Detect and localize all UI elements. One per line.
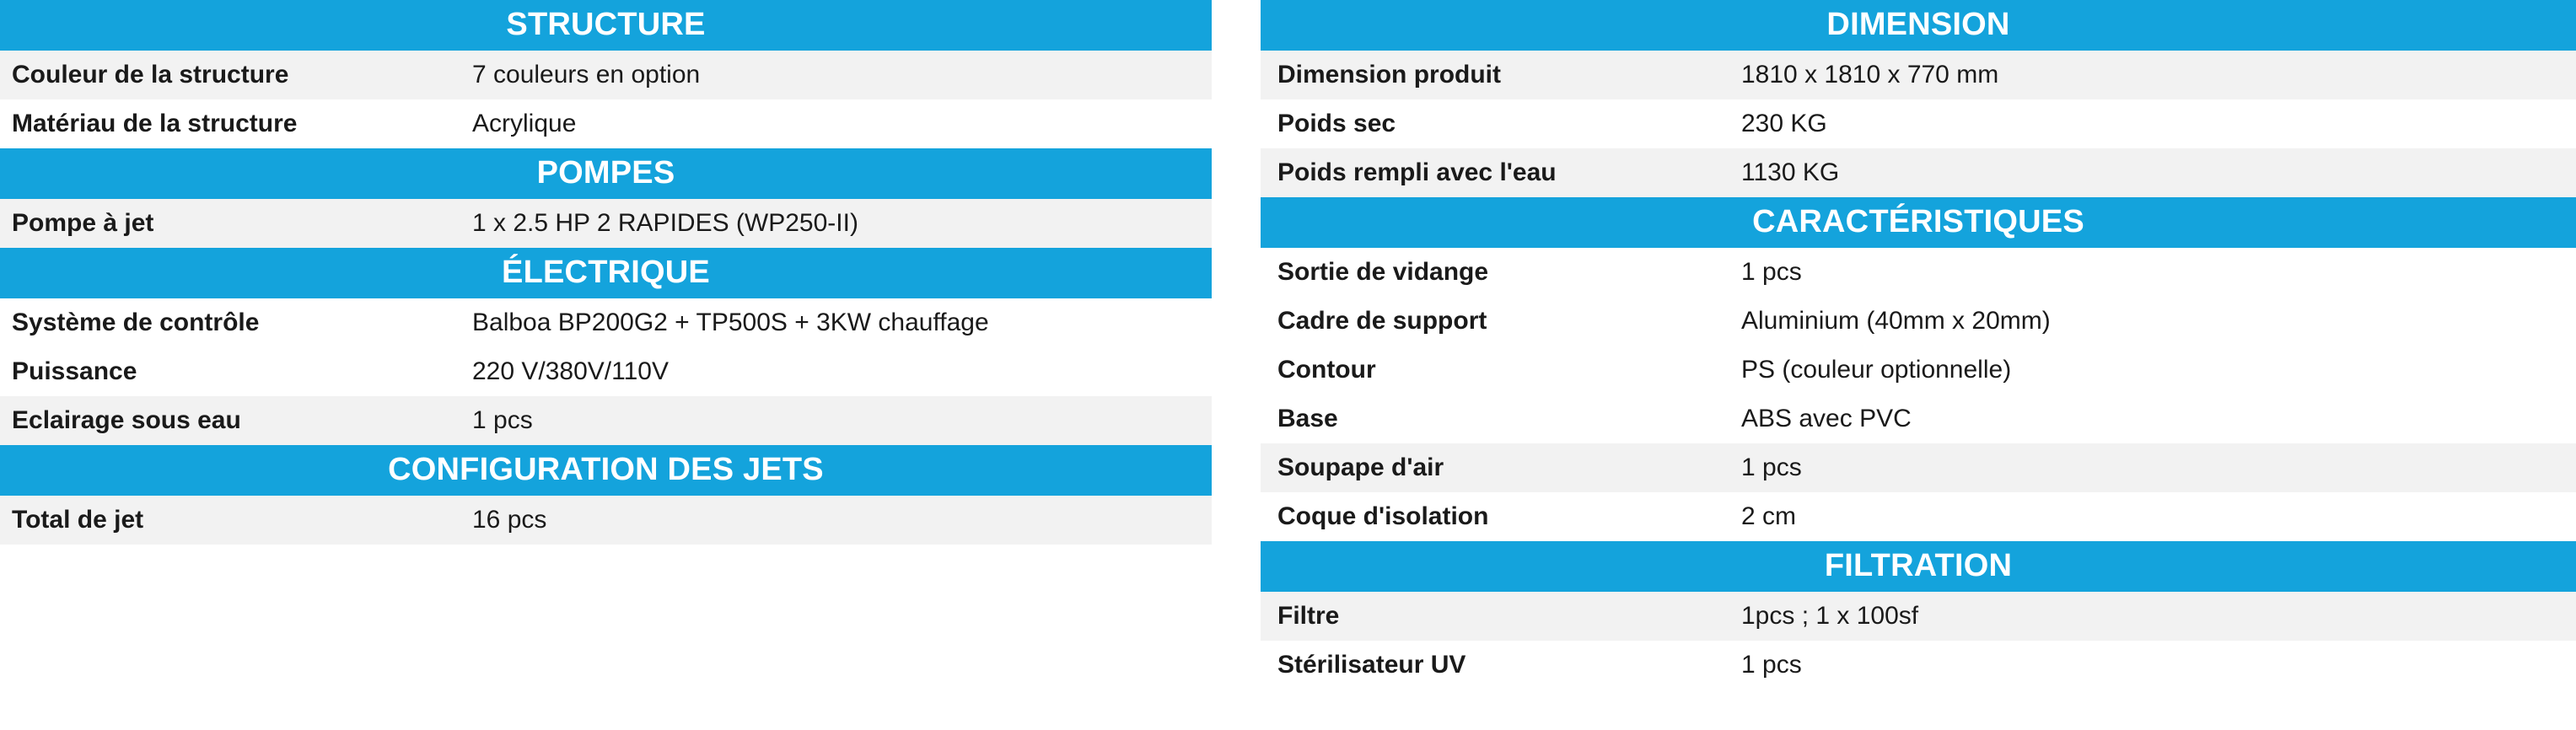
spec-label: Filtre xyxy=(1277,602,1340,630)
table-row xyxy=(1261,297,2576,346)
spec-value: 2 cm xyxy=(1741,502,1797,530)
section-header-electrique: ÉLECTRIQUE xyxy=(0,248,1212,298)
table-row xyxy=(1261,592,2576,641)
spec-label: Eclairage sous eau xyxy=(12,406,241,434)
table-row xyxy=(1261,148,2576,197)
spec-value: Aluminium (40mm x 20mm) xyxy=(1741,307,2051,335)
spec-value: 1130 KG xyxy=(1741,158,1840,186)
spec-value: 1 pcs xyxy=(472,406,533,434)
spec-value: Balboa BP200G2 + TP500S + 3KW chauffage xyxy=(472,309,989,336)
spec-label: Pompe à jet xyxy=(12,209,154,237)
spec-value: 1 pcs xyxy=(1741,651,1802,679)
spec-value: 16 pcs xyxy=(472,506,547,534)
table-row xyxy=(1261,443,2576,492)
spec-value: PS (couleur optionnelle) xyxy=(1741,356,2012,384)
section-header-caracteristiques: CARACTÉRISTIQUES xyxy=(1261,197,2576,248)
spec-column-left xyxy=(0,0,1212,545)
table-row xyxy=(0,396,1212,445)
table-row xyxy=(1261,641,2576,690)
section-pompes xyxy=(0,148,1212,248)
spec-value: 230 KG xyxy=(1741,110,1827,137)
table-row xyxy=(1261,99,2576,148)
section-header-pompes: POMPES xyxy=(0,148,1212,199)
spec-value: 1 pcs xyxy=(1741,454,1802,481)
table-row xyxy=(0,496,1212,545)
section-dimension xyxy=(1261,0,2576,197)
table-row xyxy=(0,347,1212,396)
spec-value: 7 couleurs en option xyxy=(472,61,701,89)
section-configuration-jets xyxy=(0,445,1212,545)
table-row xyxy=(1261,395,2576,443)
table-row xyxy=(1261,492,2576,541)
spec-label: Système de contrôle xyxy=(12,309,260,336)
section-header-configuration-jets: CONFIGURATION DES JETS xyxy=(0,445,1212,496)
spec-label: Poids sec xyxy=(1277,110,1396,137)
section-electrique xyxy=(0,248,1212,445)
spec-value: 1pcs ; 1 x 100sf xyxy=(1741,602,1919,630)
section-header-structure: STRUCTURE xyxy=(0,0,1212,51)
section-filtration xyxy=(1261,541,2576,690)
section-structure xyxy=(0,0,1212,148)
spec-label: Stérilisateur UV xyxy=(1277,651,1466,679)
spec-value: 220 V/380V/110V xyxy=(472,357,669,385)
spec-value: ABS avec PVC xyxy=(1741,405,1912,432)
spec-label: Matériau de la structure xyxy=(12,110,298,137)
table-row xyxy=(1261,248,2576,297)
spec-label: Contour xyxy=(1277,356,1376,384)
spec-label: Total de jet xyxy=(12,506,144,534)
spec-label: Sortie de vidange xyxy=(1277,258,1489,286)
spec-column-right xyxy=(1261,0,2576,690)
spec-label: Base xyxy=(1277,405,1338,432)
spec-label: Puissance xyxy=(12,357,137,385)
spec-value: 1 pcs xyxy=(1741,258,1802,286)
spec-label: Soupape d'air xyxy=(1277,454,1444,481)
spec-value: Acrylique xyxy=(472,110,577,137)
spec-label: Couleur de la structure xyxy=(12,61,289,89)
table-row xyxy=(0,298,1212,347)
spec-value: 1810 x 1810 x 770 mm xyxy=(1741,61,1999,89)
spec-label: Cadre de support xyxy=(1277,307,1487,335)
spec-label: Dimension produit xyxy=(1277,61,1501,89)
table-row xyxy=(1261,346,2576,395)
spec-value: 1 x 2.5 HP 2 RAPIDES (WP250-II) xyxy=(472,209,858,237)
table-row xyxy=(0,99,1212,148)
section-header-dimension: DIMENSION xyxy=(1261,0,2576,51)
section-caracteristiques xyxy=(1261,197,2576,541)
section-header-filtration: FILTRATION xyxy=(1261,541,2576,592)
table-row xyxy=(0,51,1212,99)
spec-label: Coque d'isolation xyxy=(1277,502,1489,530)
table-row xyxy=(0,199,1212,248)
spec-label: Poids rempli avec l'eau xyxy=(1277,158,1557,186)
table-row xyxy=(1261,51,2576,99)
